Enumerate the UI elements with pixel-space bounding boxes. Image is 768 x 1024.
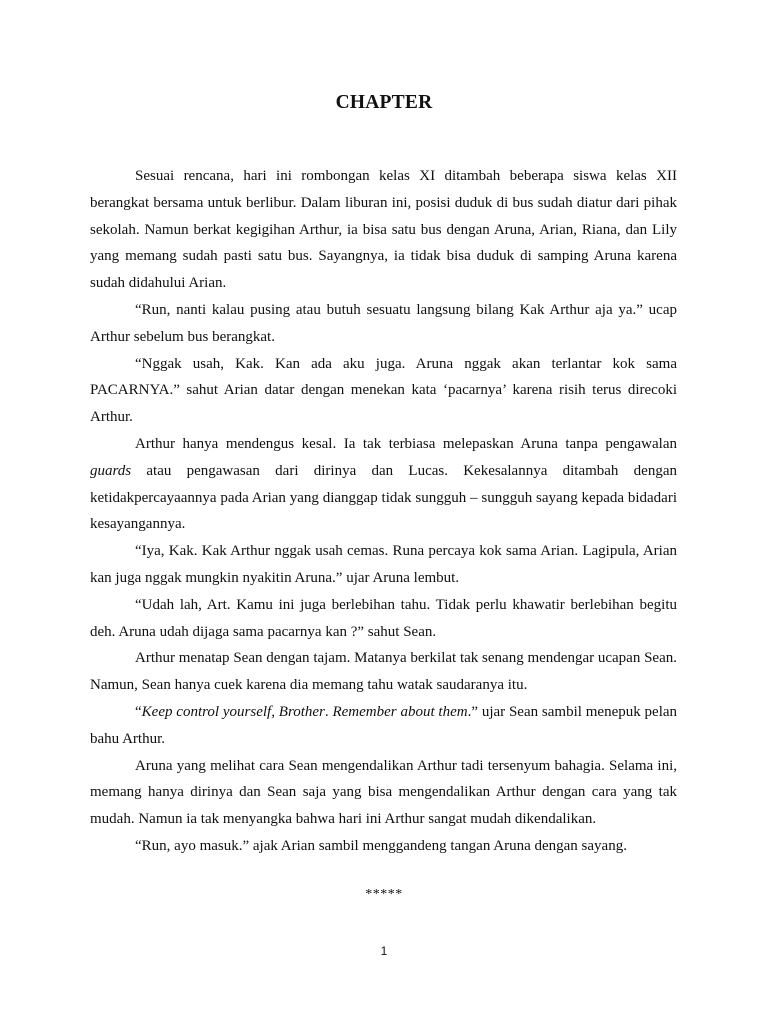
- chapter-title: CHAPTER: [335, 92, 433, 113]
- paragraph: [90, 699, 677, 753]
- paragraph-text: Sesuai rencana, hari ini rombongan kelas XI ditambah beberapa siswa kelas XII berangkat bersama untuk berlibur. Dalam liburan ini, posisi duduk di bus sudah diatur dari pihak sekolah. Namun berkat kegigihan Arthur, ia bisa satu bus dengan Aruna, Arian, Riana, dan Lily yang memang sudah pasti satu bus. Sayangnya, ia tidak bisa duduk di samping Aruna karena sudah didahului Arian.: [90, 168, 677, 292]
- paragraph-text: “Nggak usah, Kak. Kan ada aku juga. Aruna nggak akan terlantar kok sama PACARNYA.” sahut Arian datar dengan menekan kata ‘pacarnya’ karena risih terus direcoki Arthur.: [90, 355, 677, 426]
- paragraph-text: “Udah lah, Art. Kamu ini juga berlebihan tahu. Tidak perlu khawatir berlebihan begitu deh. Aruna udah dijaga sama pacarnya kan ?” sahut Sean.: [90, 596, 677, 640]
- paragraph-text: Arthur menatap Sean dengan tajam. Matanya berkilat tak senang mendengar ucapan Sean. Namun, Sean hanya cuek karena dia memang tahu watak saudaranya itu.: [90, 650, 677, 694]
- paragraph: [90, 592, 677, 646]
- paragraph: [90, 833, 677, 860]
- paragraph-text: atau pengawasan dari dirinya dan Lucas. Kekesalannya ditambah dengan ketidakpercayaannya pada Arian yang dianggap tidak sungguh – sungguh sayang kepada bidadari kesayangannya.: [90, 462, 677, 533]
- italic-text: Remember about them: [332, 703, 468, 720]
- paragraph-text: .” ujar Sean sambil menepuk pelan bahu Arthur.: [90, 703, 678, 747]
- paragraph: [90, 645, 677, 699]
- paragraph: [90, 431, 677, 538]
- paragraph-text: “Iya, Kak. Kak Arthur nggak usah cemas. Runa percaya kok sama Arian. Lagipula, Arian kan juga nggak mungkin nyakitin Aruna.” ujar Aruna lembut.: [90, 543, 677, 586]
- paragraph-text: “Run, ayo masuk.” ajak Arian sambil menggandeng tangan Aruna dengan sayang.: [135, 837, 627, 854]
- paragraph-text: “: [135, 703, 142, 720]
- paragraph: [90, 351, 677, 431]
- paragraph: [90, 753, 677, 833]
- paragraph-text: .: [324, 703, 333, 720]
- paragraph: [90, 163, 677, 297]
- italic-text: Keep control yourself, Brother: [141, 703, 325, 720]
- paragraph-text: Arthur hanya mendengus kesal. Ia tak terbiasa melepaskan Aruna tanpa pengawalan: [135, 435, 677, 452]
- paragraph: [90, 538, 677, 592]
- paragraph-text: Aruna yang melihat cara Sean mengendalikan Arthur tadi tersenyum bahagia. Selama ini, memang hanya dirinya dan Sean saja yang bisa mengendalikan Arthur dengan cara yang tak mudah. Namun ia tak menyangka bahwa hari ini Arthur sangat mudah dikendalikan.: [90, 757, 677, 828]
- section-separator: *****: [365, 887, 403, 902]
- italic-text: guards: [90, 462, 132, 479]
- paragraph: [90, 297, 677, 351]
- page-number: 1: [380, 944, 388, 958]
- paragraph-text: “Run, nanti kalau pusing atau butuh sesuatu langsung bilang Kak Arthur aja ya.” ucap Arthur sebelum bus berangkat.: [90, 301, 677, 345]
- chapter-body: [90, 163, 677, 860]
